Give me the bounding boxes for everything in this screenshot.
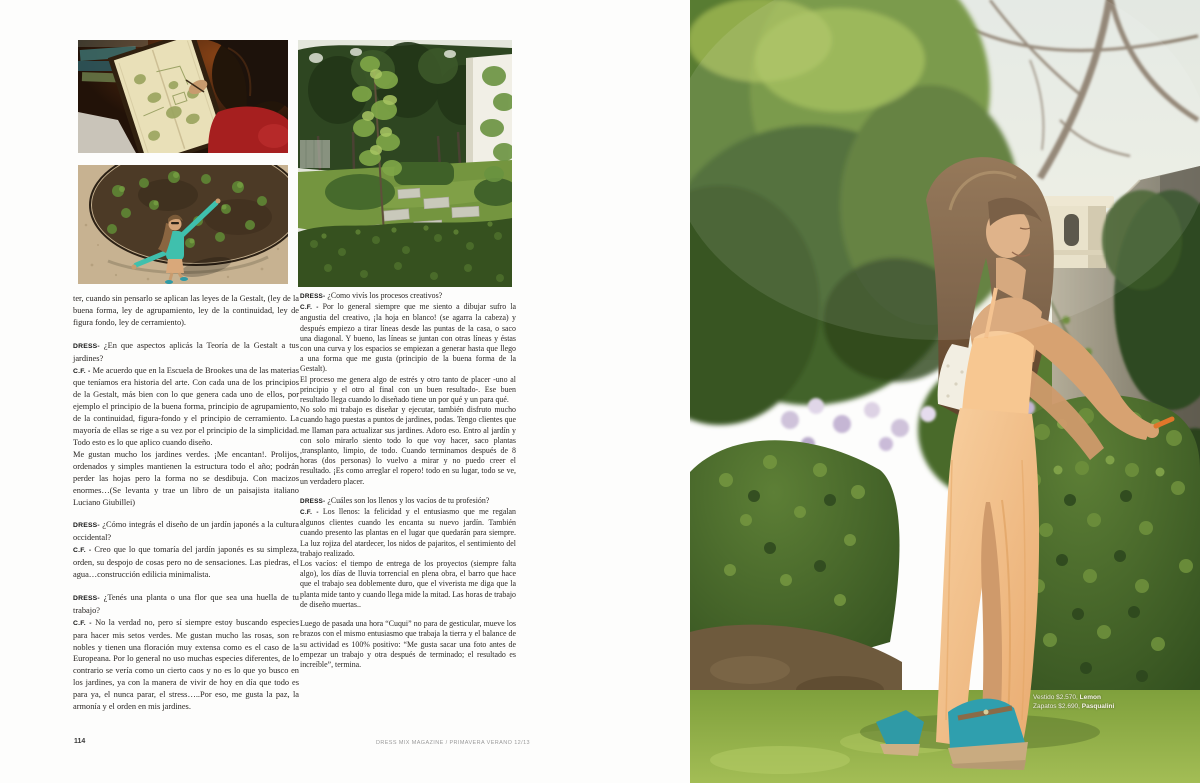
aerial-garden-illustration [78,165,288,284]
speaker-label: C.F. - [73,547,95,555]
paragraph: Luego de pasada una hora “Cuqui” no para de gesticular, mueve los brazos con el mismo entusiasmo que trabaja la tierra y el balance de su actividad es 100% positivo: “Me gusta sacar una foto antes de empezar un trabajo y otra después de terminado; el resultado es increíble”, termina. [300,619,516,669]
speaker-label: C.F. - [73,367,93,375]
paragraph: Me gustan mucho los jardines verdes. ¡Me encantan!. Prolijos, ordenados y simples mantienen la estructura todo el año; podrán perder las hojas pero la forma no se desdibuja. Con macizos enormes…(Se levanta y trae un libro de un paisajista italiano Luciano Giubillei) [73,449,299,507]
interview-question: DRESS- ¿Cuáles son los llenos y los vacíos de tu profesión? [300,495,490,505]
credit-item-1: Vestido $2.570, [1033,694,1080,701]
paragraph: No solo mi trabajo es diseñar y ejecutar, también disfruto mucho cuando hago puestas a puntos de jardines, podas. Tengo clientes que me llaman para actualizar sus jardines. Adoro eso. Entro al jardín y con solo mirarlo siento todo lo que voy hacer, saco plantas ,transplanto, limpio, de todo. Cuando terminamos después de 8 horas (dos personas) lo vuelvo a mirar y no puedo creer el resultado. ¡Es como arreglar el ropero! todo en su lugar, todo se ve, un verdadero placer. [300,405,516,486]
text-column-1 [73,293,299,713]
photo-sketchbook [78,40,288,153]
hedge-mound [325,174,395,210]
speaker-label: DRESS- [73,594,104,602]
interview-question: DRESS- ¿Tenés una planta o una flor que sea una huella de tu trabajo? [73,592,299,615]
speaker-label: DRESS- [73,522,103,530]
speaker-label: DRESS- [73,342,104,350]
interview-answer: C.F. - No la verdad no, pero sí siempre estoy buscando especies para hacer mis setos verdes. Me gustan mucho las rosas, son re nobles y tienen una floración muy extensa como es el caso de la Europeana. Por lo general no uso muchas especies diferentes, de lo contrario se vería como un cierto caos y no es lo que yo busco en los jardines, ya con la manera de vivir de hoy en día que todo es para ya, el nunca parar, el stress…..Por eso, me gusta la paz, la armonía y el orden en mis jardines. [73,617,299,712]
text-column-2 [300,291,516,670]
interview-answer: C.F. - Por lo general siempre que me siento a dibujar sufro la angustia del creativo, ¡la hoja en blanco! (se agarra la cabeza) y después empiezo a tirar líneas desde las puntas de la casa, o saco una diagonal. Y bueno, las líneas se juntan con otras líneas y éstas con una curva y los espacios se empiezan a generar hasta que llego a una forma que me gusta (principio de la buena forma de la Gestalt). [300,302,516,374]
speaker-label: DRESS- [300,497,328,505]
light-fence [300,140,330,168]
speaker-label: C.F. - [73,619,96,627]
credit-brand-1: Lemon [1079,694,1101,701]
person-back [208,40,288,153]
paragraph: ter, cuando sin pensarlo se aplican las leyes de la Gestalt, (ley de la buena forma, ley de agrupamiento, ley de la continuidad, ley de figura fondo, ley de cerramiento). [73,294,299,327]
interview-question: DRESS- ¿Como vivís los procesos creativos? [300,291,443,300]
sun-haze [690,0,1200,340]
photo-credit [1033,694,1114,711]
box-hedge [394,162,454,185]
paragraph: Los vacíos: el tiempo de entrega de los proyectos (siempre falta algo), los días de lluvia torrencial en plena obra, el barro que hace que el trabajo sea doblemente duro, que el viverista me diga que la planta mide tanto y cuando llega mide la mitad. Las horas de trabajo de diseño muertas.. [300,559,516,609]
credit-brand-2: Pasqualini [1081,702,1115,710]
speaker-label: C.F. - [300,304,323,312]
photo-garden-aerial [78,165,288,284]
interview-answer: C.F. - Me acuerdo que en la Escuela de Brookes una de las materias que teníamos era historia del arte. Con cada una de los principios de la Gestalt, más bien con lo que genera cada uno de ellos, por ejemplo el principio de la buena forma, principio de agrupamiento, de la continuidad, figura-fondo y el principio de cerramiento. La mayoría de ellas se rige a su vez por el principio de la simplicidad. Todo esto es lo que aplico cuando diseño. [73,365,299,447]
garden-portrait-illustration [690,0,1200,783]
interview-question: DRESS- ¿En que aspectos aplicás la Teoría de la Gestalt a tus jardines? [73,340,299,363]
bodice [962,331,1034,418]
interview-answer: C.F. - Creo que lo que tomaría del jardín japonés es su simpleza, orden, su despojo de cosas pero no de sensaciones. Las piedras, el agua…construcción edilicia minimalista. [73,545,299,580]
sketchbook-illustration [78,40,288,153]
photo-formal-garden [298,40,512,287]
interview-answer: C.F. - Los llenos: la felicidad y el entusiasmo que me regalan algunos clientes cuando les encanta su nuevo jardín. También cuando presento las plantas en el lugar que quedarán para siempre. La luz rojiza del atardecer, los nidos de pajaritos, el sentimiento del trabajo realizado. [300,507,516,558]
formal-garden-illustration [298,40,512,287]
credit-item-2: Zapatos $2.690, [1033,702,1082,710]
paragraph: El proceso me genera algo de estrés y otro tanto de placer -uno al principio y el otro al final con un buen resultado-. Ese buen resultado llega cuando lo diseñado tiene un por qué y un para qué. [300,374,516,405]
speaker-label: C.F. - [300,509,323,517]
speaker-label: DRESS- [300,293,328,300]
page-number: 114 [74,738,86,745]
right-page-photo [690,0,1200,783]
magazine-footer: DRESS MIX MAGAZINE / PRIMAVERA VERANO 12/13 [375,740,530,746]
interview-question: DRESS- ¿Cómo integrás el diseño de un jardín japonés a la cultura occidental? [73,520,299,543]
